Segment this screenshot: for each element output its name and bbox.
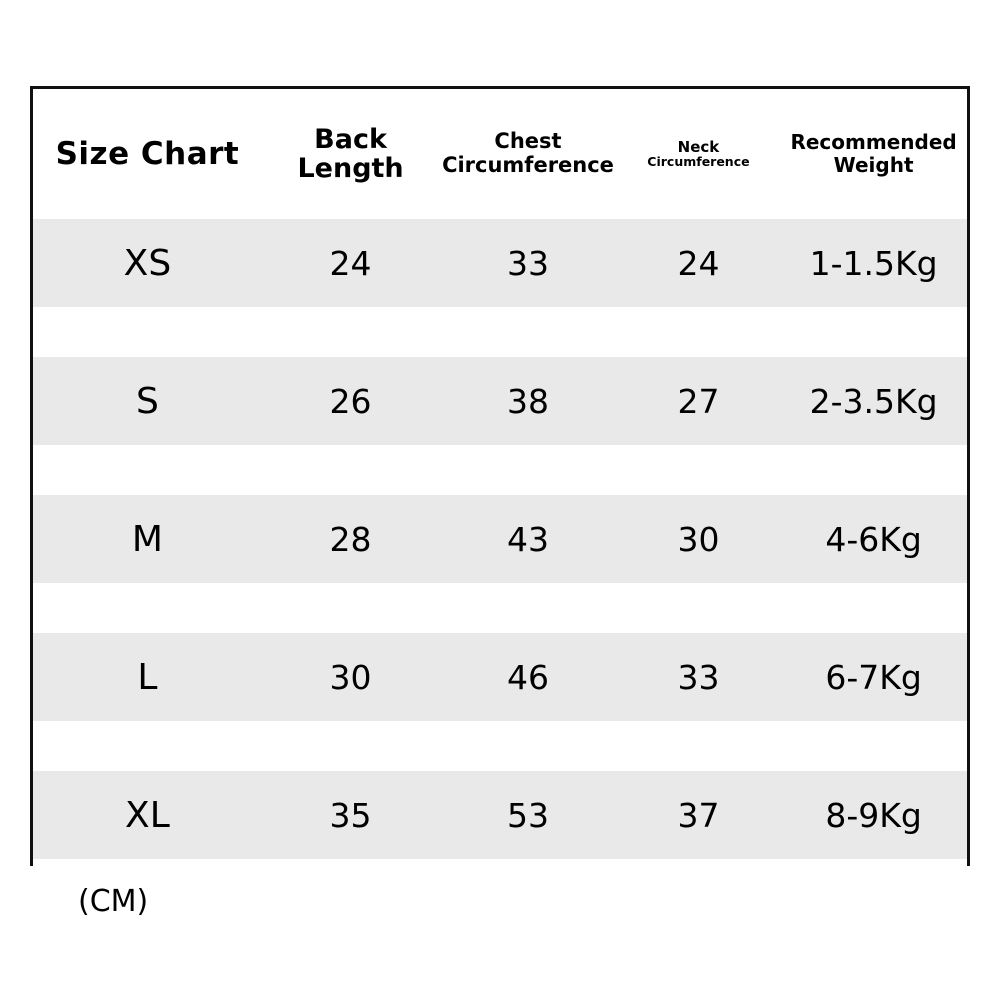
cell-neck: 37	[617, 771, 780, 859]
spacer-cell	[33, 307, 262, 357]
cell-weight: 4-6Kg	[780, 495, 967, 583]
row-spacer	[33, 721, 967, 771]
cell-weight: 8-9Kg	[780, 771, 967, 859]
cell-chest: 53	[439, 771, 616, 859]
column-header-neck-circumference	[617, 89, 780, 219]
table-row	[33, 633, 967, 721]
cell-size: M	[33, 495, 262, 583]
cell-chest: 33	[439, 219, 616, 307]
unit-note: (CM)	[78, 884, 149, 919]
column-header-back-length-line1: Back	[314, 123, 387, 155]
cell-weight: 1-1.5Kg	[780, 219, 967, 307]
table-header-row	[33, 89, 967, 219]
table-row	[33, 495, 967, 583]
spacer-cell	[780, 445, 967, 495]
spacer-cell	[439, 583, 616, 633]
cell-chest: 46	[439, 633, 616, 721]
size-chart-table	[33, 89, 967, 909]
cell-back-length: 35	[262, 771, 439, 859]
column-header-chest-line1: Chest	[494, 129, 562, 154]
spacer-cell	[262, 859, 439, 909]
column-header-size: Size Chart	[55, 136, 240, 172]
cell-size: XL	[33, 771, 262, 859]
cell-neck: 24	[617, 219, 780, 307]
spacer-cell	[780, 307, 967, 357]
spacer-cell	[439, 721, 616, 771]
column-header-weight-line1: Recommended	[790, 130, 957, 154]
spacer-cell	[262, 445, 439, 495]
spacer-cell	[780, 583, 967, 633]
spacer-cell	[33, 721, 262, 771]
cell-neck: 27	[617, 357, 780, 445]
column-header-back-length	[262, 89, 439, 219]
spacer-cell	[617, 307, 780, 357]
cell-back-length: 26	[262, 357, 439, 445]
cell-back-length: 24	[262, 219, 439, 307]
cell-chest: 38	[439, 357, 616, 445]
table-row	[33, 771, 967, 859]
row-spacer-bottom	[33, 859, 967, 909]
column-header-neck-line2: Circumference	[647, 154, 750, 170]
spacer-cell	[33, 583, 262, 633]
size-chart-frame	[30, 86, 970, 866]
spacer-cell	[617, 445, 780, 495]
table-row	[33, 357, 967, 445]
spacer-cell	[262, 307, 439, 357]
table-row	[33, 219, 967, 307]
spacer-cell	[262, 721, 439, 771]
cell-size: S	[33, 357, 262, 445]
column-header-neck-line1: Neck	[677, 137, 720, 156]
row-spacer	[33, 445, 967, 495]
row-spacer	[33, 583, 967, 633]
row-spacer	[33, 307, 967, 357]
spacer-cell	[439, 859, 616, 909]
column-header-chest-circumference	[439, 89, 616, 219]
spacer-cell	[33, 445, 262, 495]
column-header-chest-line2: Circumference	[442, 153, 614, 177]
cell-weight: 6-7Kg	[780, 633, 967, 721]
cell-neck: 33	[617, 633, 780, 721]
cell-weight: 2-3.5Kg	[780, 357, 967, 445]
spacer-cell	[439, 445, 616, 495]
spacer-cell	[439, 307, 616, 357]
spacer-cell	[617, 721, 780, 771]
spacer-cell	[780, 859, 967, 909]
spacer-cell	[617, 583, 780, 633]
cell-back-length: 30	[262, 633, 439, 721]
spacer-cell	[262, 583, 439, 633]
cell-back-length: 28	[262, 495, 439, 583]
spacer-cell	[780, 721, 967, 771]
cell-chest: 43	[439, 495, 616, 583]
cell-size: L	[33, 633, 262, 721]
cell-size: XS	[33, 219, 262, 307]
column-header-recommended-weight	[780, 89, 967, 219]
spacer-cell	[617, 859, 780, 909]
column-header-back-length-line2: Length	[297, 153, 404, 184]
column-header-weight-line2: Weight	[833, 153, 914, 177]
cell-neck: 30	[617, 495, 780, 583]
